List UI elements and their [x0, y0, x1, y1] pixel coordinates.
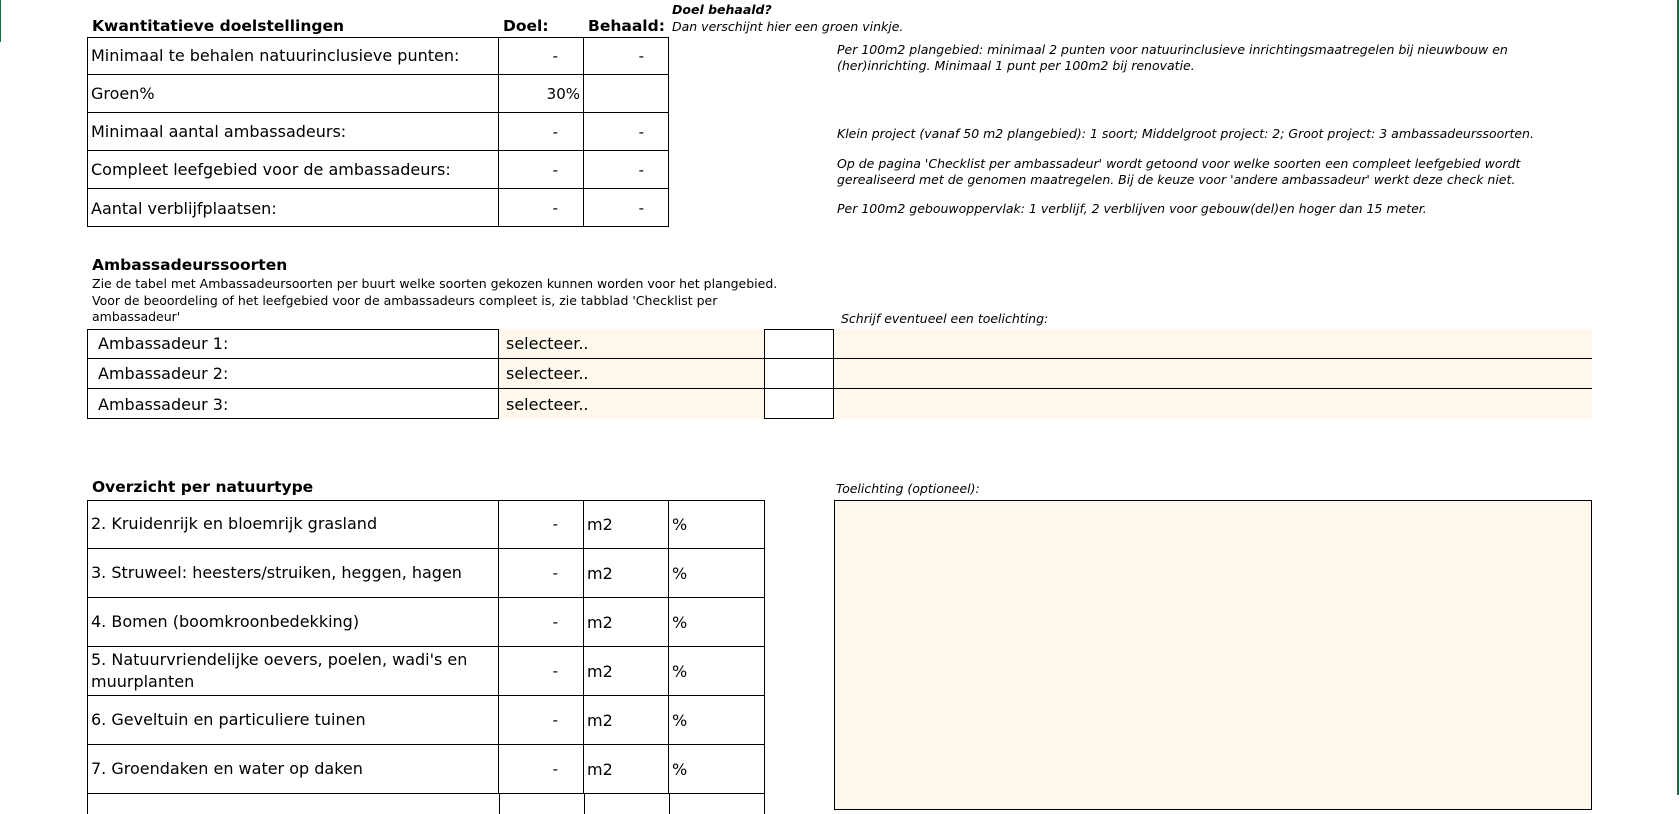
nature-table-gridline: [499, 794, 500, 814]
ambassador-select[interactable]: selecteer..: [499, 389, 765, 419]
quantitative-row-behaald: -: [584, 113, 669, 151]
nature-row-unit: m2: [584, 549, 669, 598]
nature-row-value: -: [499, 696, 584, 745]
nature-row-label: 2. Kruidenrijk en bloemrijk grasland: [87, 500, 499, 549]
ambassador-row-label: Ambassadeur 1:: [87, 329, 499, 359]
quantitative-row-label: Groen%: [87, 75, 499, 113]
window-right-border: [1677, 0, 1679, 795]
achieved-title: Doel behaald?: [672, 2, 772, 17]
note-habitat: Op de pagina 'Checklist per ambassadeur' wordt getoond voor welke soorten een compleet leefgebied wordt gerealiseerd met de genomen maatregelen. Bij de keuze voor 'andere ambassadeur' werkt deze check niet.: [837, 156, 1521, 187]
ambassador-select[interactable]: selecteer..: [499, 329, 765, 359]
quantitative-row-doel: 30%: [499, 75, 584, 113]
quantitative-row-behaald: -: [638, 199, 644, 217]
nature-row-value: -: [499, 500, 584, 549]
note-points: Per 100m2 plangebied: minimaal 2 punten voor natuurinclusieve inrichtingsmaatregelen bij nieuwbouw en (her)inrichting. Minimaal 1 punt per 100m2 bij renovatie.: [837, 42, 1508, 73]
ambassador-status-cell: [765, 389, 834, 419]
quantitative-row-behaald: -: [584, 151, 669, 189]
quantitative-row-doel: -: [499, 37, 584, 75]
nature-comment-label: Toelichting (optioneel):: [836, 481, 980, 496]
nature-row-label: 3. Struweel: heesters/struiken, heggen, hagen: [87, 549, 499, 598]
ambassador-status-cell: [765, 359, 834, 389]
nature-row-value: -: [499, 549, 584, 598]
nature-row-percent: %: [669, 598, 765, 647]
nature-row-percent: %: [669, 647, 765, 696]
col-behaald-header: Behaald:: [588, 17, 665, 35]
ambassadors-desc-1: Zie de tabel met Ambassadeursoorten per buurt welke soorten gekozen kunnen worden voor het plangebied.: [92, 276, 778, 291]
nature-row-label: 6. Geveltuin en particuliere tuinen: [87, 696, 499, 745]
nature-row-value: -: [499, 598, 584, 647]
nature-row-percent: %: [669, 500, 765, 549]
quantitative-header: Kwantitatieve doelstellingen: [92, 17, 344, 35]
nature-row-unit: m2: [584, 500, 669, 549]
quantitative-row-doel: -: [499, 113, 584, 151]
ambassador-select[interactable]: selecteer..: [499, 359, 765, 389]
note-ambassadors: Klein project (vanaf 50 m2 plangebied): 1 soort; Middelgroot project: 2; Groot project: 3 ambassadeurssoorten.: [837, 126, 1534, 141]
nature-row-label: 5. Natuurvriendelijke oevers, poelen, wadi's en muurplanten: [87, 647, 499, 696]
ambassadors-comment-label: Schrijf eventueel een toelichting:: [841, 311, 1049, 326]
nature-row-percent: %: [669, 696, 765, 745]
ambassador-status-cell: [765, 329, 834, 359]
quantitative-row-label: Minimaal te behalen natuurinclusieve punten:: [87, 37, 499, 75]
quantitative-row-label: Minimaal aantal ambassadeurs:: [87, 113, 499, 151]
nature-row-percent: %: [669, 549, 765, 598]
quantitative-row-doel: -: [499, 151, 584, 189]
ambassadors-desc-2: Voor de beoordeling of het leefgebied voor de ambassadeurs compleet is, zie tabblad 'Checklist per ambassadeur': [92, 293, 718, 324]
nature-header: Overzicht per natuurtype: [92, 478, 314, 496]
achieved-subtitle: Dan verschijnt hier een groen vinkje.: [672, 19, 904, 34]
ambassador-row-label: Ambassadeur 3:: [87, 389, 499, 419]
nature-row-value: -: [499, 745, 584, 794]
nature-row-unit: m2: [584, 647, 669, 696]
quantitative-row-behaald: [584, 75, 669, 113]
nature-table-gridline: [669, 794, 670, 814]
quantitative-row-label: Compleet leefgebied voor de ambassadeurs:: [87, 151, 499, 189]
quantitative-row-doel: -: [499, 189, 584, 227]
quantitative-row-behaald: -: [584, 37, 669, 75]
ambassador-comment-input[interactable]: [834, 359, 1592, 389]
quantitative-row-label: Aantal verblijfplaatsen:: [87, 189, 499, 227]
ambassadors-header: Ambassadeurssoorten: [92, 256, 288, 274]
nature-row-value: -: [499, 647, 584, 696]
ambassador-row-label: Ambassadeur 2:: [87, 359, 499, 389]
nature-comment-textarea[interactable]: [834, 500, 1592, 810]
left-edge-marker: [0, 0, 1, 42]
note-residences: Per 100m2 gebouwoppervlak: 1 verblijf, 2 verblijven voor gebouw(del)en hoger dan 15 meter.: [837, 201, 1427, 216]
nature-row-unit: m2: [584, 598, 669, 647]
nature-row-percent: %: [669, 745, 765, 794]
ambassador-comment-input[interactable]: [834, 389, 1592, 419]
nature-row-unit: m2: [584, 696, 669, 745]
nature-row-label: 7. Groendaken en water op daken: [87, 745, 499, 794]
nature-table-gridline: [584, 794, 585, 814]
nature-row-unit: m2: [584, 745, 669, 794]
col-doel-header: Doel:: [503, 17, 549, 35]
ambassador-comment-input[interactable]: [834, 329, 1592, 359]
nature-row-label: 4. Bomen (boomkroonbedekking): [87, 598, 499, 647]
